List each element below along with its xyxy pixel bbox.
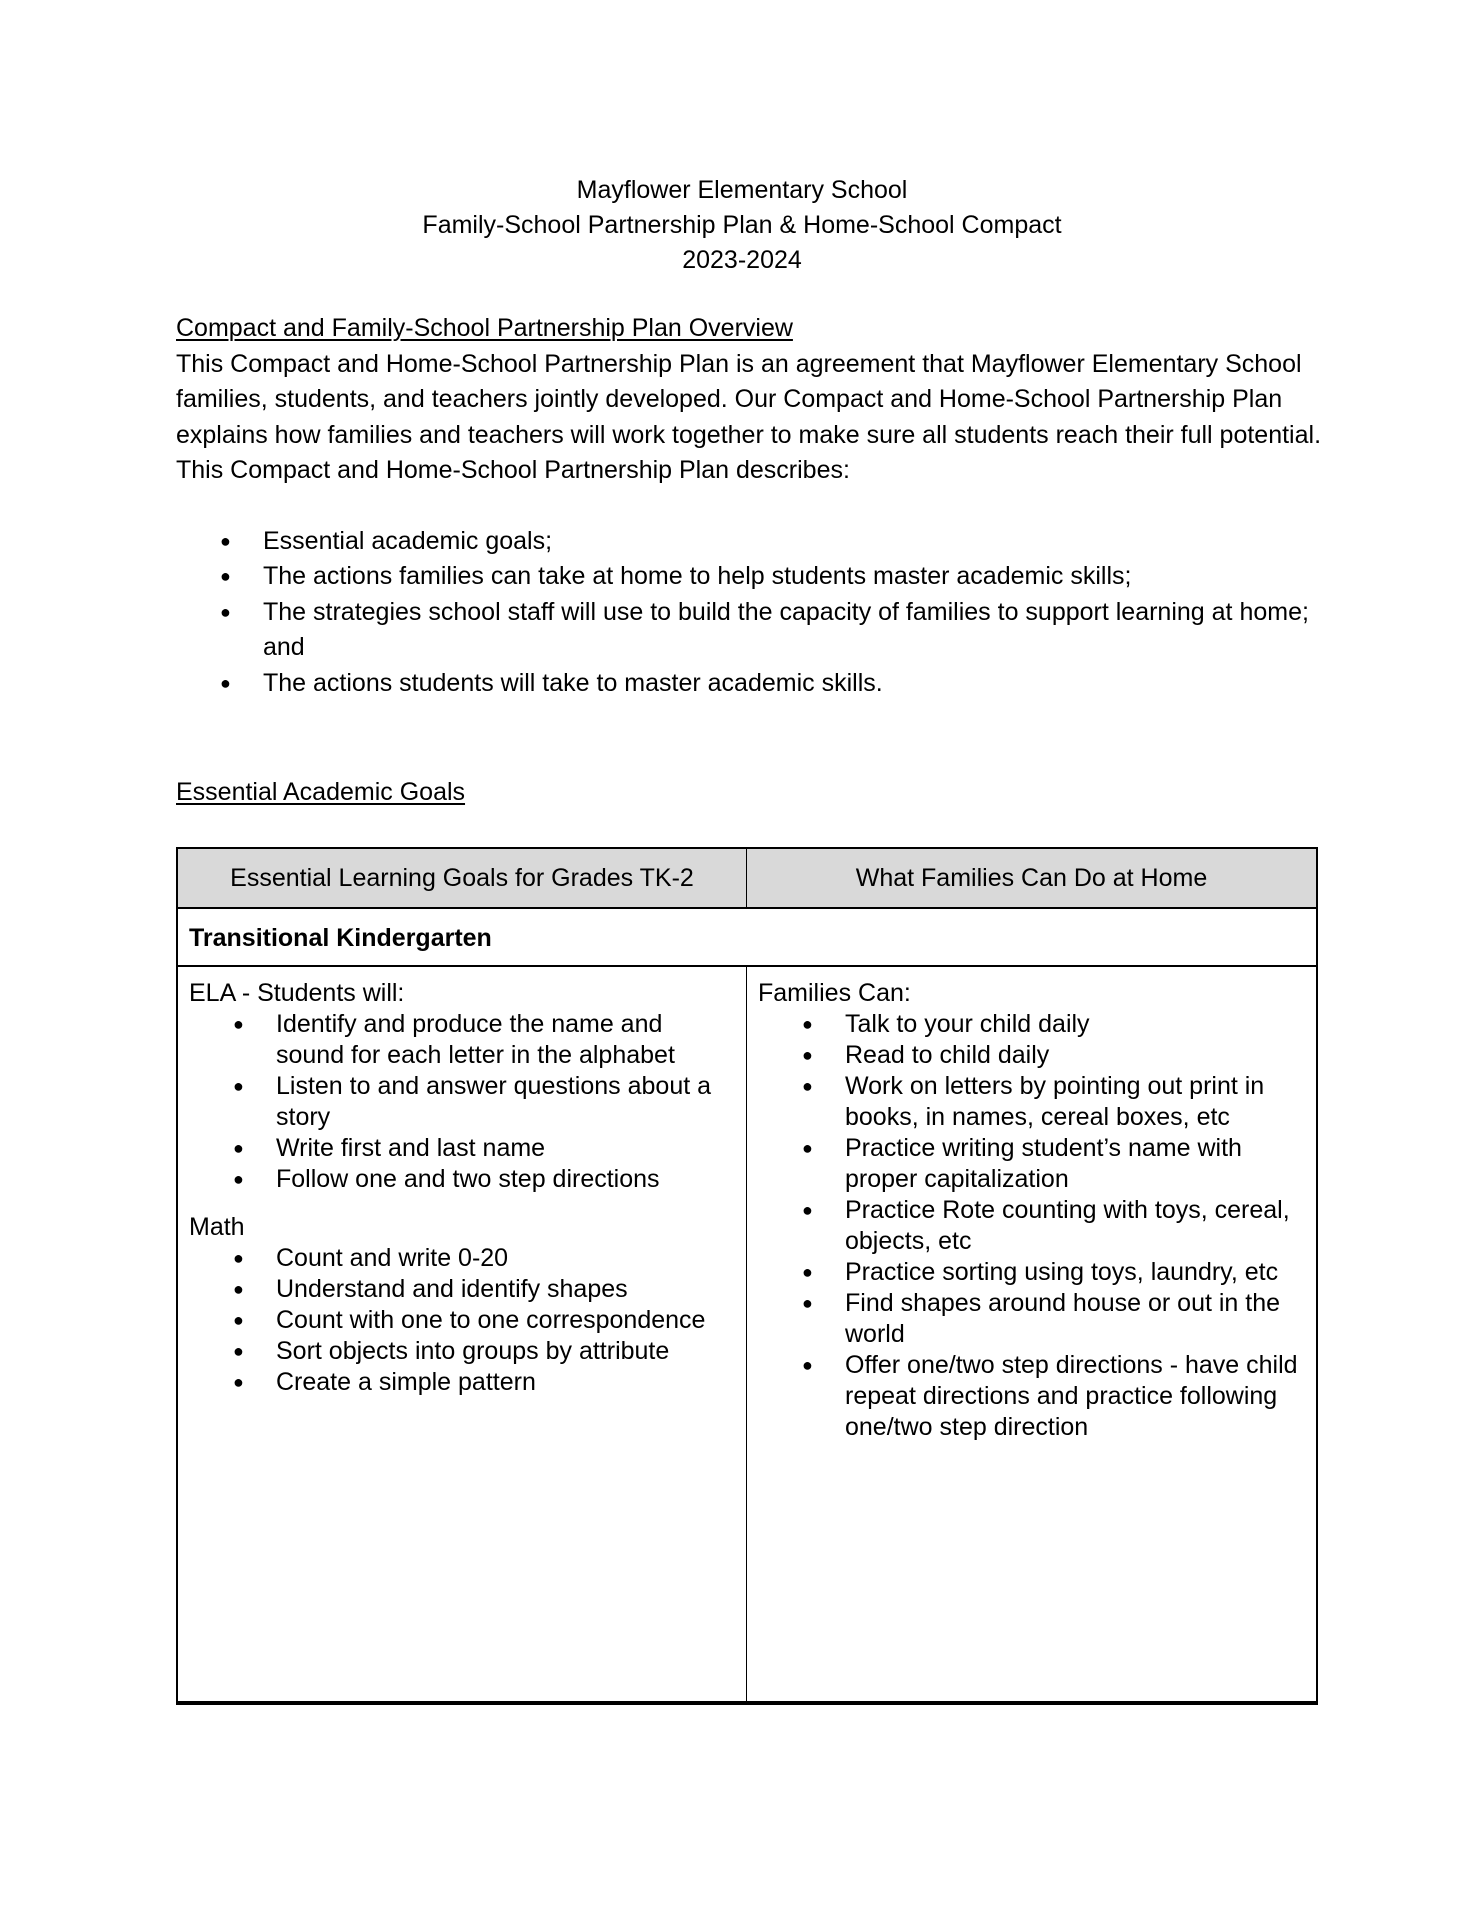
math-list <box>189 1243 735 1398</box>
goals-heading: Essential Academic Goals <box>176 778 466 806</box>
families-list <box>758 1009 1305 1443</box>
column-header-goals: Essential Learning Goals for Grades TK-2 <box>178 849 747 907</box>
bullet-icon: ● <box>233 1372 244 1392</box>
bullet-icon: ● <box>802 1045 813 1065</box>
list-item: ● Talk to your child daily <box>802 1010 1090 1038</box>
bullet-icon: ● <box>233 1169 244 1189</box>
bullet-icon: ● <box>802 1355 813 1375</box>
families-heading: Families Can: <box>758 979 911 1007</box>
list-item: ● Practice Rote counting with toys, cereal, objects, etc <box>802 1196 1290 1255</box>
bullet-icon: ● <box>233 1248 244 1268</box>
list-item: ● Find shapes around house or out in the world <box>802 1289 1281 1348</box>
overview-paragraph: This Compact and Home-School Partnership Plan is an agreement that Mayflower Elementary School families, students, and teachers jointly developed. Our Compact and Home-School Partnership Plan explains how families and teachers will work together to make sure all students reach their full potential. This Compact and Home-School Partnership Plan describes: <box>176 349 1322 484</box>
bullet-icon: ● <box>802 1076 813 1096</box>
bullet-icon: ● <box>802 1138 813 1158</box>
list-item: ● Practice writing student’s name with proper capitalization <box>802 1134 1242 1193</box>
list-item: ● Write first and last name <box>233 1134 546 1162</box>
bullet-icon: ● <box>220 672 231 693</box>
list-item: ● The actions students will take to master academic skills. <box>176 666 1336 702</box>
list-item: ● Follow one and two step directions <box>233 1165 660 1193</box>
bullet-icon: ● <box>233 1341 244 1361</box>
bullet-icon: ● <box>220 530 231 551</box>
list-item: ● Practice sorting using toys, laundry, etc <box>802 1258 1279 1286</box>
bullet-icon: ● <box>220 566 231 586</box>
learning-goals-cell <box>178 967 747 1701</box>
families-cell <box>747 967 1316 1701</box>
school-name: Mayflower Elementary School <box>576 176 908 204</box>
bullet-icon: ● <box>233 1138 244 1158</box>
ela-list <box>189 1009 735 1195</box>
document-title: Family-School Partnership Plan & Home-School Compact <box>422 211 1062 239</box>
grade-label: Transitional Kindergarten <box>189 924 492 952</box>
bullet-icon: ● <box>802 1014 813 1034</box>
overview-section <box>176 311 1336 701</box>
list-item: ● The strategies school staff will use to build the capacity of families to support learning at home; and <box>176 595 1336 666</box>
list-item: ● Offer one/two step directions - have child repeat directions and practice following one/two step direction <box>802 1351 1298 1441</box>
math-heading: Math <box>189 1213 245 1241</box>
bullet-icon: ● <box>233 1310 244 1330</box>
bullet-icon: ● <box>802 1262 813 1282</box>
grade-row <box>178 909 1316 967</box>
list-item: ● Understand and identify shapes <box>233 1275 628 1303</box>
list-item: ● Read to child daily <box>802 1041 1050 1069</box>
overview-list <box>176 524 1336 702</box>
goals-table <box>176 847 1318 1705</box>
list-item: ● Listen to and answer questions about a story <box>233 1072 712 1131</box>
overview-heading: Compact and Family-School Partnership Plan Overview <box>176 314 793 342</box>
list-item: ● Essential academic goals; <box>176 524 1336 560</box>
bullet-icon: ● <box>233 1014 244 1034</box>
bullet-icon: ● <box>802 1293 813 1313</box>
ela-heading: ELA - Students will: <box>189 979 405 1007</box>
list-item: ● Identify and produce the name and sound for each letter in the alphabet <box>233 1010 675 1069</box>
bullet-icon: ● <box>233 1279 244 1299</box>
bullet-icon: ● <box>802 1200 813 1220</box>
table-header-row <box>178 849 1316 909</box>
table-row <box>178 967 1316 1701</box>
goals-section <box>176 775 1336 811</box>
column-header-families: What Families Can Do at Home <box>855 863 1208 892</box>
list-item: ● Work on letters by pointing out print in books, in names, cereal boxes, etc <box>802 1072 1265 1131</box>
school-year: 2023-2024 <box>682 246 802 274</box>
list-item: ● Sort objects into groups by attribute <box>233 1337 670 1365</box>
list-item: ● Create a simple pattern <box>233 1368 536 1396</box>
bullet-icon: ● <box>220 601 231 622</box>
list-item: ● Count with one to one correspondence <box>233 1306 706 1334</box>
document-header <box>0 173 1484 278</box>
list-item: ● Count and write 0-20 <box>233 1244 509 1272</box>
bullet-icon: ● <box>233 1076 244 1096</box>
list-item: ● The actions families can take at home to help students master academic skills; <box>176 559 1336 595</box>
